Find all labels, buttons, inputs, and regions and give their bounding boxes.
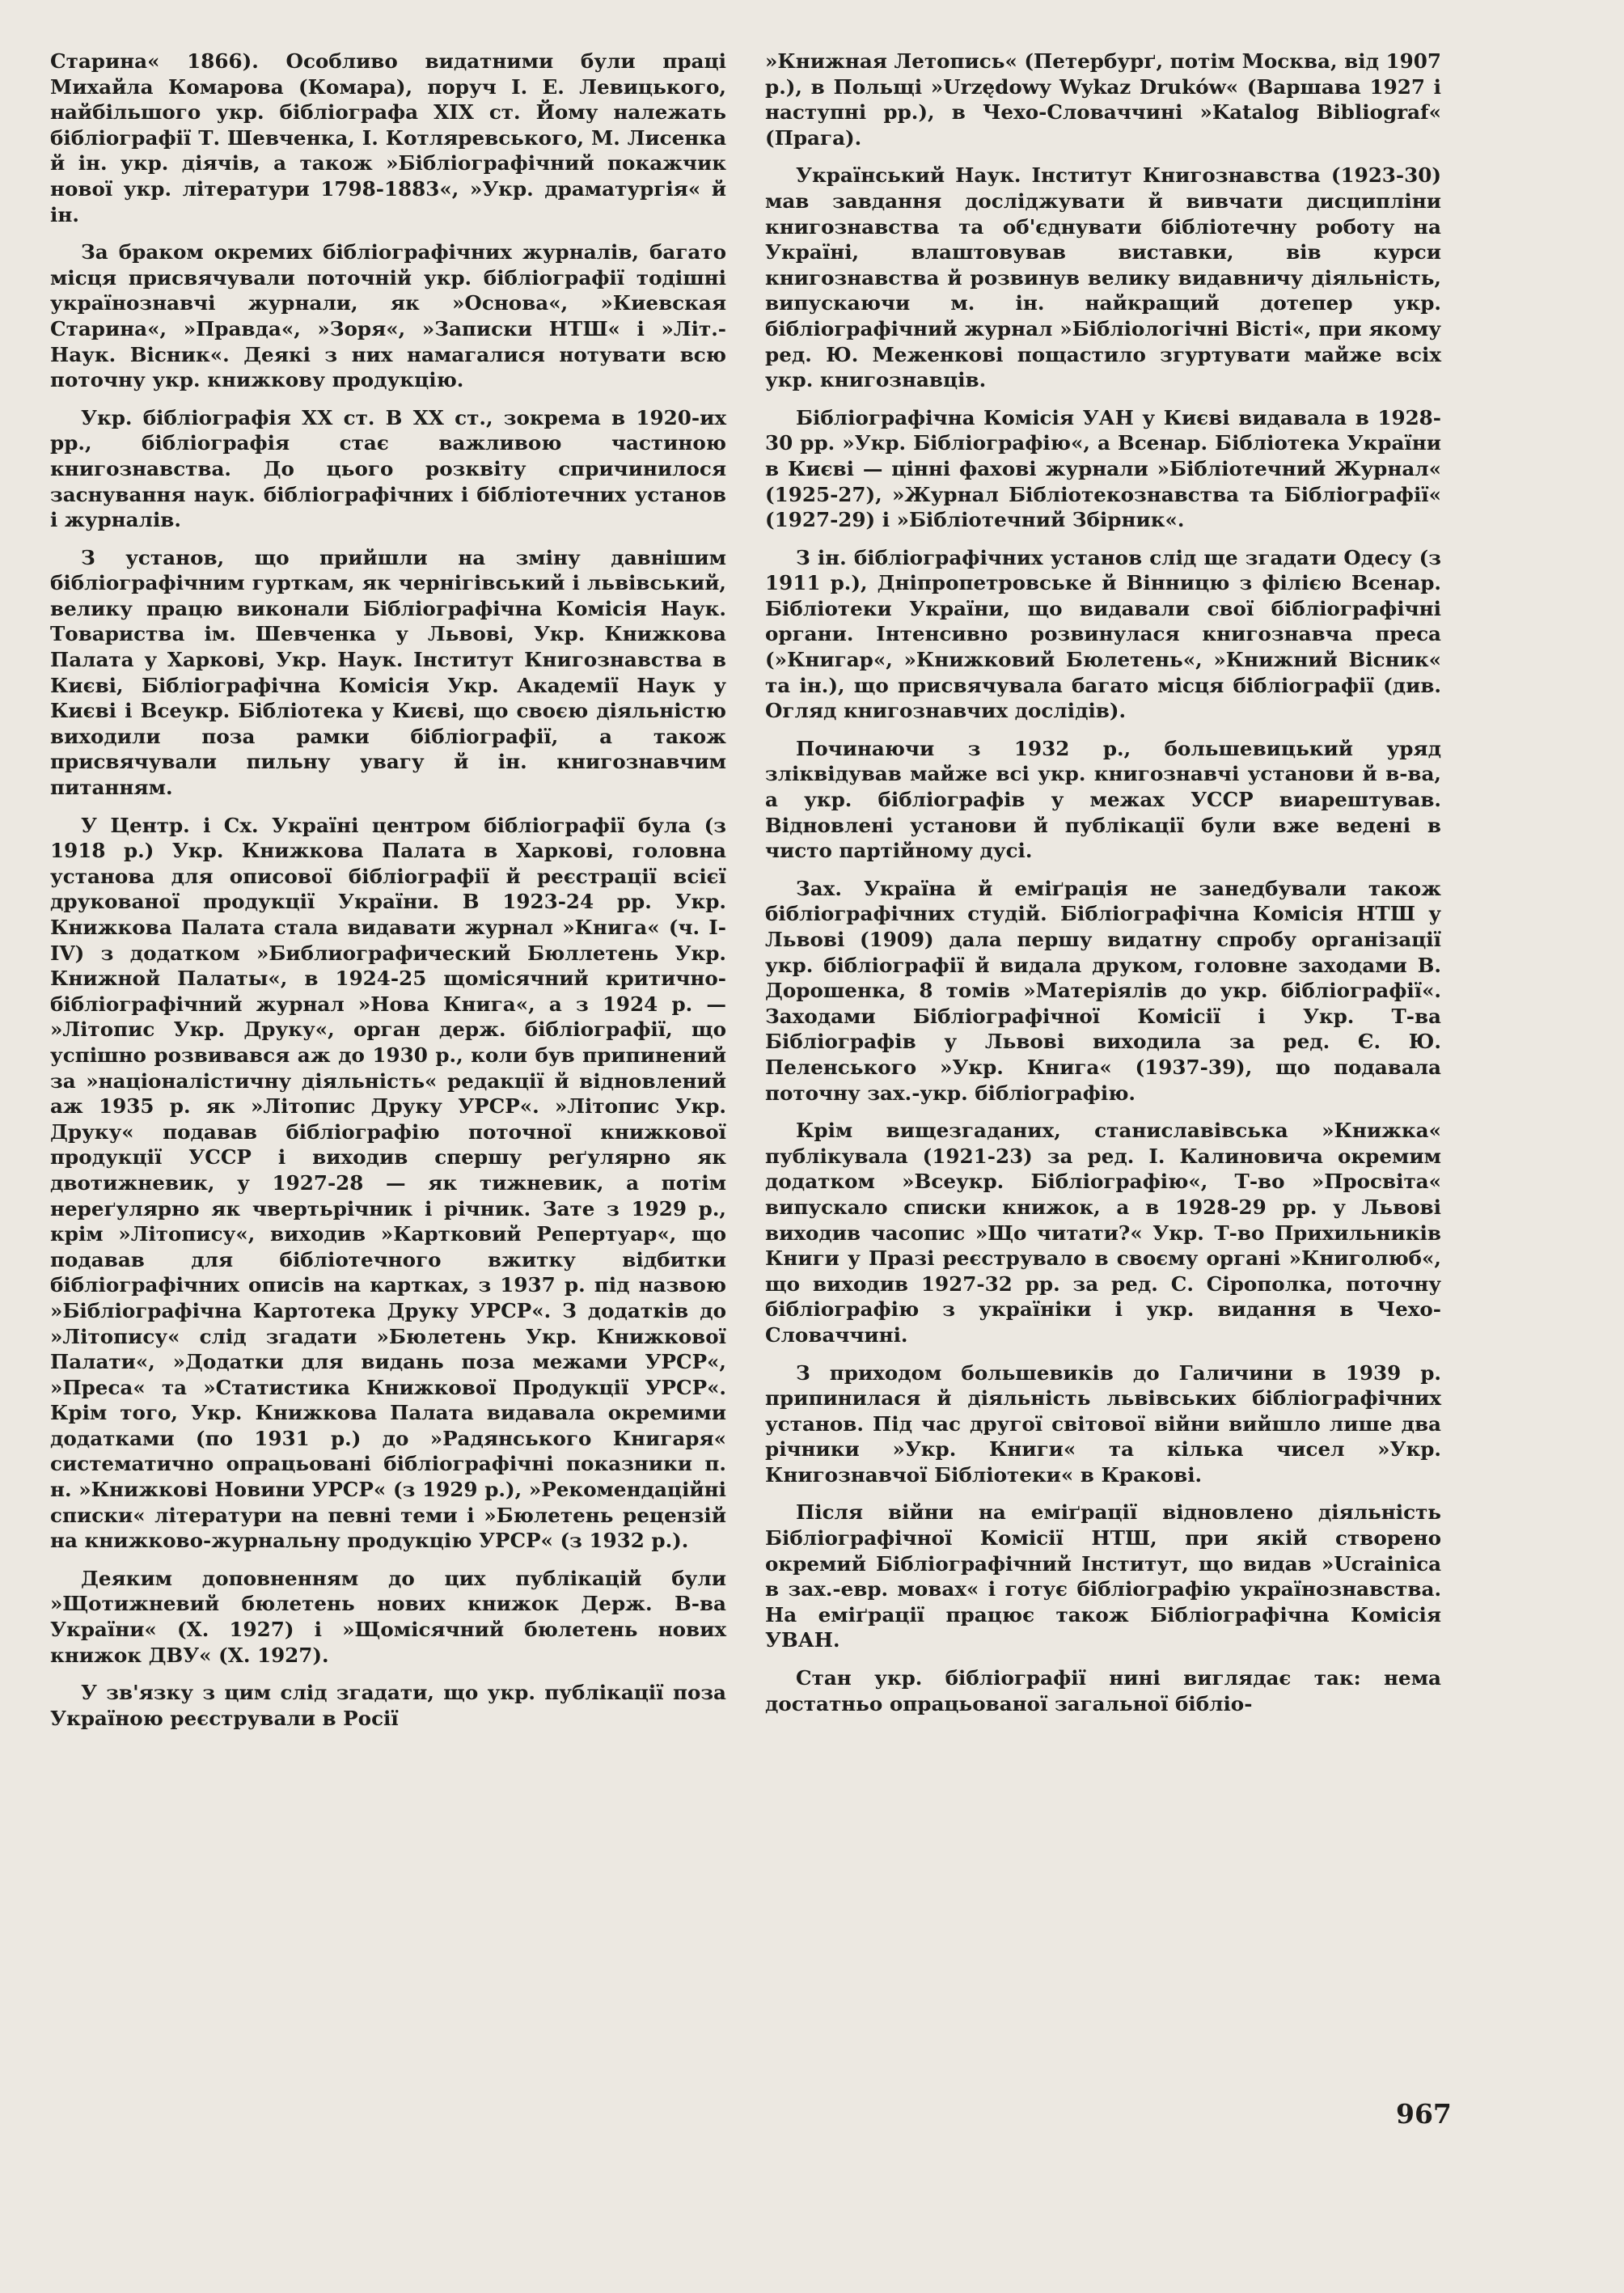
right-paragraph-9: Після війни на еміґрації відновлено діяльність Бібліографічної Комісії НТШ, при якій створено окремий Бібліографічний Інститут, що видав »Ucrainica в зах.-евр. мовах« і готує бібліографію українознавства. На еміґрації працює також Бібліографічна Комісія УВАН. xyxy=(765,1500,1441,1652)
page-number: 967 xyxy=(1396,2098,1452,2130)
left-paragraph-2: За браком окремих бібліографічних журналів, багато місця присвячували поточній укр. бібліографії тодішні українознавчі журнали, як »Основа«, »Киевская Старина«, »Правда«, »Зоря«, »Записки НТШ« і »Літ.-Наук. Вісник«. Деякі з них намагалися нотувати всю поточну укр. книжкову продукцію. xyxy=(50,240,726,392)
right-paragraph-1: »Книжная Летопись« (Петербурґ, потім Москва, від 1907 р.), в Польщі »Urzędowy Wykaz Druków« (Варшава 1927 і наступні рр.), в Чехо-Словаччині »Katalog Bibliograf« (Прага). xyxy=(765,49,1441,150)
right-paragraph-5: Починаючи з 1932 р., большевицький уряд зліквідував майже всі укр. книгознавчі установи й в-ва, а укр. бібліографів у межах УССР виарештував. Відновлені установи й публікації були вже ведені в чисто партійному дусі. xyxy=(765,736,1441,863)
right-column xyxy=(765,49,1441,1728)
left-column xyxy=(50,49,726,1743)
left-paragraph-5: У Центр. і Сх. Україні центром бібліографії була (з 1918 р.) Укр. Книжкова Палата в Харкові, головна установа для описової бібліографії й реєстрації всієї друкованої продукції України. В 1923-24 рр. Укр. Книжкова Палата стала видавати журнал »Книга« (ч. I-IV) з додатком »Библиографический Бюллетень Укр. Книжной Палаты«, в 1924-25 щомісячний критично-бібліографічний журнал »Нова Книга«, а з 1924 р. — »Літопис Укр. Друку«, орган держ. бібліографії, що успішно розвивався аж до 1930 р., коли був припинений за »націоналістичну діяльність« редакції й відновлений аж 1935 р. як »Літопис Друку УРСР«. »Літопис Укр. Друку« подавав бібліографію поточної книжкової продукції УССР і виходив спершу реґулярно як двотижневик, у 1927-28 — як тижневик, а потім нереґулярно як чвертьрічник і річник. Зате з 1929 р., крім »Літопису«, виходив »Картковий Репертуар«, що подавав для бібліотечного вжитку відбитки бібліографічних описів на картках, з 1937 р. під назвою »Бібліографічна Картотека Друку УРСР«. З додатків до »Літопису« слід згадати »Бюлетень Укр. Книжкової Палати«, »Додатки для видань поза межами УРСР«, »Преса« та »Статистика Книжкової Продукції УРСР«. Крім того, Укр. Книжкова Палата видавала окремими додатками (по 1931 р.) до »Радянського Книгаря« систематично опрацьовані бібліографічні показники п. н. »Книжкові Новини УРСР« (з 1929 р.), »Рекомендаційні списки« літератури на певні теми і »Бюлетень рецензій на книжково-журнальну продукцію УРСР« (з 1932 р.). xyxy=(50,813,726,1553)
left-paragraph-3: Укр. бібліографія XX ст. В XX ст., зокрема в 1920-их рр., бібліографія стає важливою частиною книгознавства. До цього розквіту спричинилося заснування наук. бібліографічних і бібліотечних установ і журналів. xyxy=(50,405,726,532)
left-paragraph-4: З установ, що прийшли на зміну давнішим бібліографічним гурткам, як чернігівський і львівський, велику працю виконали Бібліографічна Комісія Наук. Товариства ім. Шевченка у Львові, Укр. Книжкова Палата у Харкові, Укр. Наук. Інститут Книгознавства в Києві, Бібліографічна Комісія Укр. Академії Наук у Києві і Всеукр. Бібліотека у Києві, що своєю діяльністю виходили поза рамки бібліографії, а також присвячували пильну увагу й ін. книгознавчим питанням. xyxy=(50,545,726,800)
right-paragraph-4: З ін. бібліографічних установ слід ще згадати Одесу (з 1911 р.), Дніпропетровське й Вінницю з філією Всенар. Бібліотеки України, що видавали свої бібліографічні органи. Інтенсивно розвинулася книгознавча преса (»Книгар«, »Книжковий Бюлетень«, »Книжний Вісник« та ін.), що присвячувала багато місця бібліографії (див. Огляд книгознавчих дослідів). xyxy=(765,545,1441,723)
right-paragraph-6: Зах. Україна й еміґрація не занедбували також бібліографічних студій. Бібліографічна Комісія НТШ у Львові (1909) дала першу видатну спробу організації укр. бібліографії й видала друком, головне заходами В. Дорошенка, 8 томів »Матеріялів до укр. бібліографії«. Заходами Бібліографічної Комісії і Укр. Т-ва Бібліографів у Львові виходила за ред. Є. Ю. Пеленського »Укр. Книга« (1937-39), що подавала поточну зах.-укр. бібліографію. xyxy=(765,876,1441,1105)
right-paragraph-7: Крім вищезгаданих, станиславівська »Книжка« публікувала (1921-23) за ред. І. Калиновича окремим додатком »Всеукр. Бібліографію«, Т-во »Просвіта« випускало списки книжок, а в 1928-29 рр. у Львові виходив часопис »Що читати?« Укр. Т-во Прихильників Книги у Празі реєструвало в своєму органі »Книголюб«, що виходив 1927-32 рр. за ред. С. Сірополка, поточну бібліографію з україніки і укр. видання в Чехо-Словаччині. xyxy=(765,1119,1441,1347)
right-paragraph-2: Український Наук. Інститут Книгознавства (1923-30) мав завдання досліджувати й вивчати дисципліни книгознавства та об'єднувати бібліотечну роботу на Україні, влаштовував виставки, вів курси книгознавства й розвинув велику видавничу діяльність, випускаючи м. ін. найкращий дотепер укр. бібліографічний журнал »Бібліологічні Вісті«, при якому ред. Ю. Меженкові пощастило згуртувати майже всіх укр. книгознавців. xyxy=(765,163,1441,392)
left-paragraph-6: Деяким доповненням до цих публікацій були »Щотижневий бюлетень нових книжок Держ. В-ва України« (Х. 1927) і »Щомісячний бюлетень нових книжок ДВУ« (Х. 1927). xyxy=(50,1566,726,1667)
right-paragraph-8: З приходом большевиків до Галичини в 1939 р. припинилася й діяльність львівських бібліографічних установ. Під час другої світової війни вийшло лише два річники »Укр. Книги« та кілька чисел »Укр. Книгознавчої Бібліотеки« в Кракові. xyxy=(765,1360,1441,1487)
right-paragraph-10: Стан укр. бібліографії нині виглядає так: нема достатньо опрацьованої загальної бібліо- xyxy=(765,1666,1441,1716)
left-paragraph-7: У зв'язку з цим слід згадати, що укр. публікації поза Україною реєстрували в Росії xyxy=(50,1681,726,1730)
right-paragraph-3: Бібліографічна Комісія УАН у Києві видавала в 1928-30 рр. »Укр. Бібліографію«, а Всенар. Бібліотека України в Києві — цінні фахові журнали »Бібліотечний Журнал« (1925-27), »Журнал Бібліотекознавства та Бібліографії« (1927-29) і »Бібліотечний Збірник«. xyxy=(765,405,1441,532)
left-paragraph-1: Старина« 1866). Особливо видатними були праці Михайла Комарова (Комара), поруч І. Е. Левицького, найбільшого укр. бібліографа XIX ст. Йому належать бібліографії Т. Шевченка, І. Котляревського, М. Лисенка й ін. укр. діячів, а також »Бібліографічний покажчик нової укр. літератури 1798-1883«, »Укр. драматургія« й ін. xyxy=(50,49,726,226)
